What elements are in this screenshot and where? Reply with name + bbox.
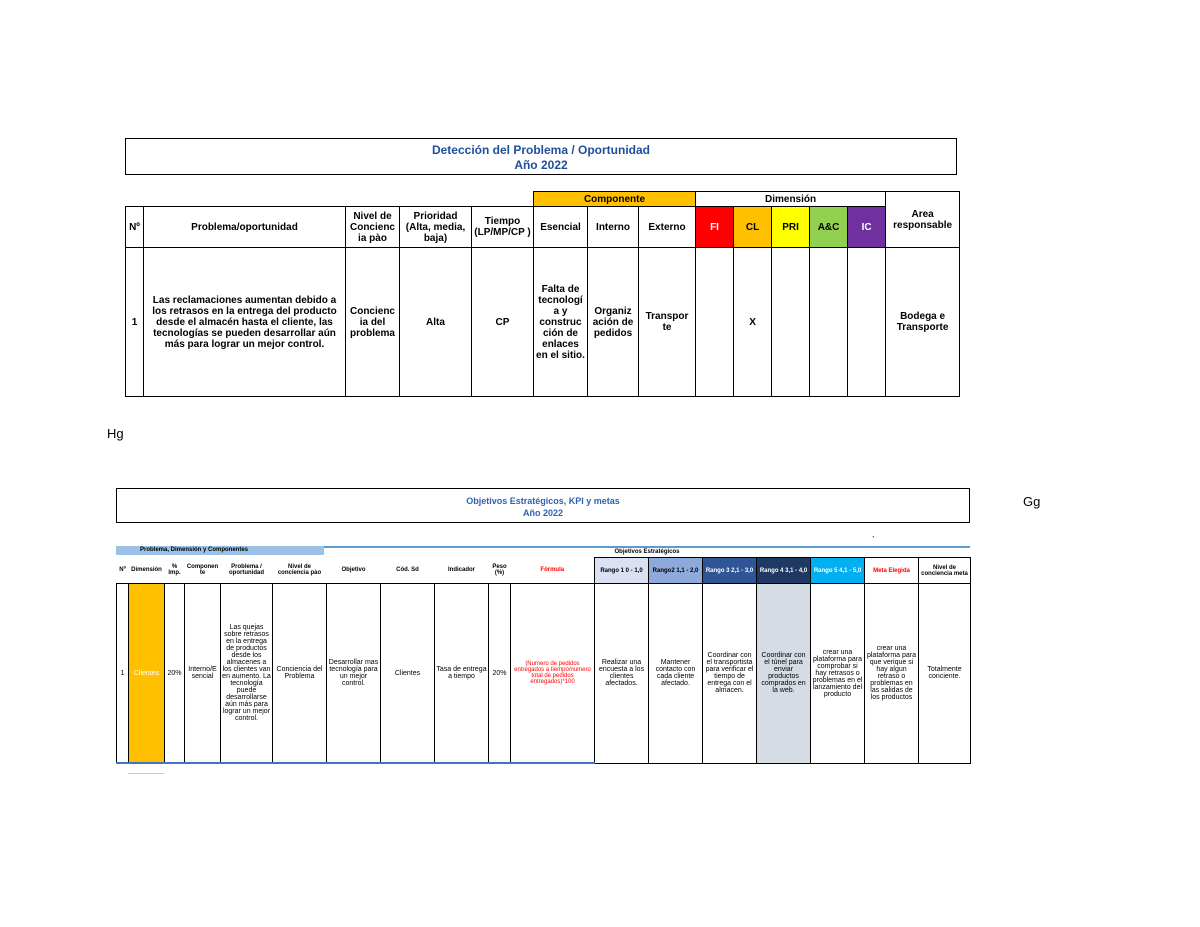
- cell-ac: [810, 248, 848, 397]
- k-header-formula: Fórmula: [540, 567, 565, 574]
- k-header-problema: Problema / oportunidad: [229, 564, 264, 577]
- table1-title: Detección del Problema / Oportunidad: [431, 143, 651, 157]
- kpi-table: [116, 557, 971, 764]
- cell-tiempo: CP: [472, 248, 534, 397]
- k-cell-componente: Interno/E sencial: [185, 584, 221, 764]
- note-hg: Hg: [107, 426, 124, 441]
- header-num: Nº: [126, 207, 144, 248]
- k-header-nivel-meta: Nivel de conciencia meta: [919, 558, 971, 584]
- problem-detection-table: [125, 191, 960, 397]
- header-area: Area responsable: [886, 192, 960, 248]
- k-header-meta: Meta Elegida: [865, 558, 919, 584]
- table-row: [126, 248, 960, 397]
- cell-cl: X: [734, 248, 772, 397]
- k-header-rango2: Rango2 1,1 - 2,0: [649, 558, 703, 584]
- cell-problema: Las reclamaciones aumentan debido a los retrasos en la entrega del producto desde el almacén hasta el cliente, las tecnologías se pueden desarrollar aún más para lograr un mejor control.: [144, 248, 346, 397]
- k-header-indicador: Indicador: [447, 567, 475, 574]
- k-cell-objetivo: Desarrollar mas tecnología para un mejor control.: [327, 584, 381, 764]
- k-cell-rango3: Coordinar con el transportista para verificar el tiempo de entrega con el almacen.: [703, 584, 757, 764]
- band-objetivos: Objetivos Estratégicos: [324, 546, 970, 555]
- k-cell-cod: Clientes: [381, 584, 435, 764]
- note-gg: Gg: [1023, 494, 1041, 509]
- componente-group-header: Componente: [534, 192, 696, 207]
- cell-pri: [772, 248, 810, 397]
- table1-title-box: [125, 138, 957, 175]
- k-cell-imp: 20%: [165, 584, 185, 764]
- k-cell-problema: Las quejas sobre retrasos en la entrega de productos desde los almacenes a los clientes van en aumento. La tecnología puede desarrollarse aún más para lograr un mejor control.: [221, 584, 273, 764]
- table2-title: Objetivos Estratégicos, KPI y metas: [466, 496, 620, 506]
- k-cell-indicador: Tasa de entrega a tiempo: [435, 584, 489, 764]
- k-header-cod: Cód. Sd: [396, 567, 419, 574]
- header-esencial: Esencial: [534, 207, 588, 248]
- header-prioridad: Prioridad (Alta, media, baja): [400, 207, 472, 248]
- header-interno: Interno: [588, 207, 639, 248]
- table1-year: Año 2022: [514, 158, 568, 172]
- table2-year: Año 2022: [522, 508, 564, 518]
- header-problema: Problema/oportunidad: [144, 207, 346, 248]
- k-header-rango4: Rango 4 3,1 - 4,0: [757, 558, 811, 584]
- header-pri: PRI: [772, 207, 810, 248]
- k-cell-rango5: crear una plataforma para comprobar si hay retrasos o problemas en el lanzamiento del producto: [811, 584, 865, 764]
- header-ic: IC: [848, 207, 886, 248]
- k-header-nivel: Nivel de conciencia pào: [277, 564, 322, 577]
- table2-title-box: [116, 488, 970, 523]
- k-cell-rango2: Mantener contacto con cada cliente afectado.: [649, 584, 703, 764]
- k-header-rango3: Rango 3 2,1 - 3,0: [703, 558, 757, 584]
- cell-prioridad: Alta: [400, 248, 472, 397]
- k-cell-meta: crear una plataforma para que verique si hay algun retraso o problemas en las salidas de los productos: [865, 584, 919, 764]
- blank-group-cell: [126, 192, 534, 207]
- header-externo: Externo: [639, 207, 696, 248]
- cell-esencial: Falta de tecnologí a y construc ción de enlaces en el sitio.: [534, 248, 588, 397]
- cell-ic: [848, 248, 886, 397]
- cell-area: Bodega e Transporte: [886, 248, 960, 397]
- cell-fi: [696, 248, 734, 397]
- header-fi: FI: [696, 207, 734, 248]
- k-header-componente: Componen te: [186, 564, 219, 577]
- k-header-rango1: Rango 1 0 - 1,0: [595, 558, 649, 584]
- k-cell-nivel: Conciencia del Problema: [273, 584, 327, 764]
- header-ac: A&C: [810, 207, 848, 248]
- header-tiempo: Tiempo (LP/MP/CP ): [472, 207, 534, 248]
- table-row: [117, 584, 971, 764]
- footer-divider: [128, 773, 164, 774]
- k-cell-rango4: Coordinar con el túnel para enviar productos comprados en la web.: [757, 584, 811, 764]
- k-header-imp: % Imp.: [168, 564, 181, 577]
- k-header-objetivo: Objetivo: [341, 567, 366, 574]
- cell-num: 1: [126, 248, 144, 397]
- k-header-rango5: Rango 5 4,1 - 5,0: [811, 558, 865, 584]
- k-cell-peso: 20%: [489, 584, 511, 764]
- header-nivel: Nivel de Concienc ia pào: [346, 207, 400, 248]
- note-tick: `: [872, 535, 875, 545]
- k-header-dimension: Dimensión: [131, 567, 162, 574]
- cell-externo: Transpor te: [639, 248, 696, 397]
- table2-band: [116, 546, 970, 555]
- k-cell-num: 1: [117, 584, 129, 764]
- k-cell-dimension: Clientes: [129, 584, 165, 764]
- band-problema: Problema, Dimensión y Componentes: [116, 546, 324, 555]
- dimension-group-header: Dimensión: [696, 192, 886, 207]
- k-cell-rango1: Realizar una encuesta a los clientes afectados.: [595, 584, 649, 764]
- k-cell-formula: (Numero de pedidos entregados a tiempo/numero total de pedidos entregados)*100: [511, 584, 595, 764]
- cell-nivel: Concienc ia del problema: [346, 248, 400, 397]
- k-cell-nivel-meta: Totalmente conciente.: [919, 584, 971, 764]
- header-cl: CL: [734, 207, 772, 248]
- k-header-peso: Peso (%): [492, 564, 507, 577]
- k-header-num: Nº: [119, 567, 126, 574]
- cell-interno: Organiz ación de pedidos: [588, 248, 639, 397]
